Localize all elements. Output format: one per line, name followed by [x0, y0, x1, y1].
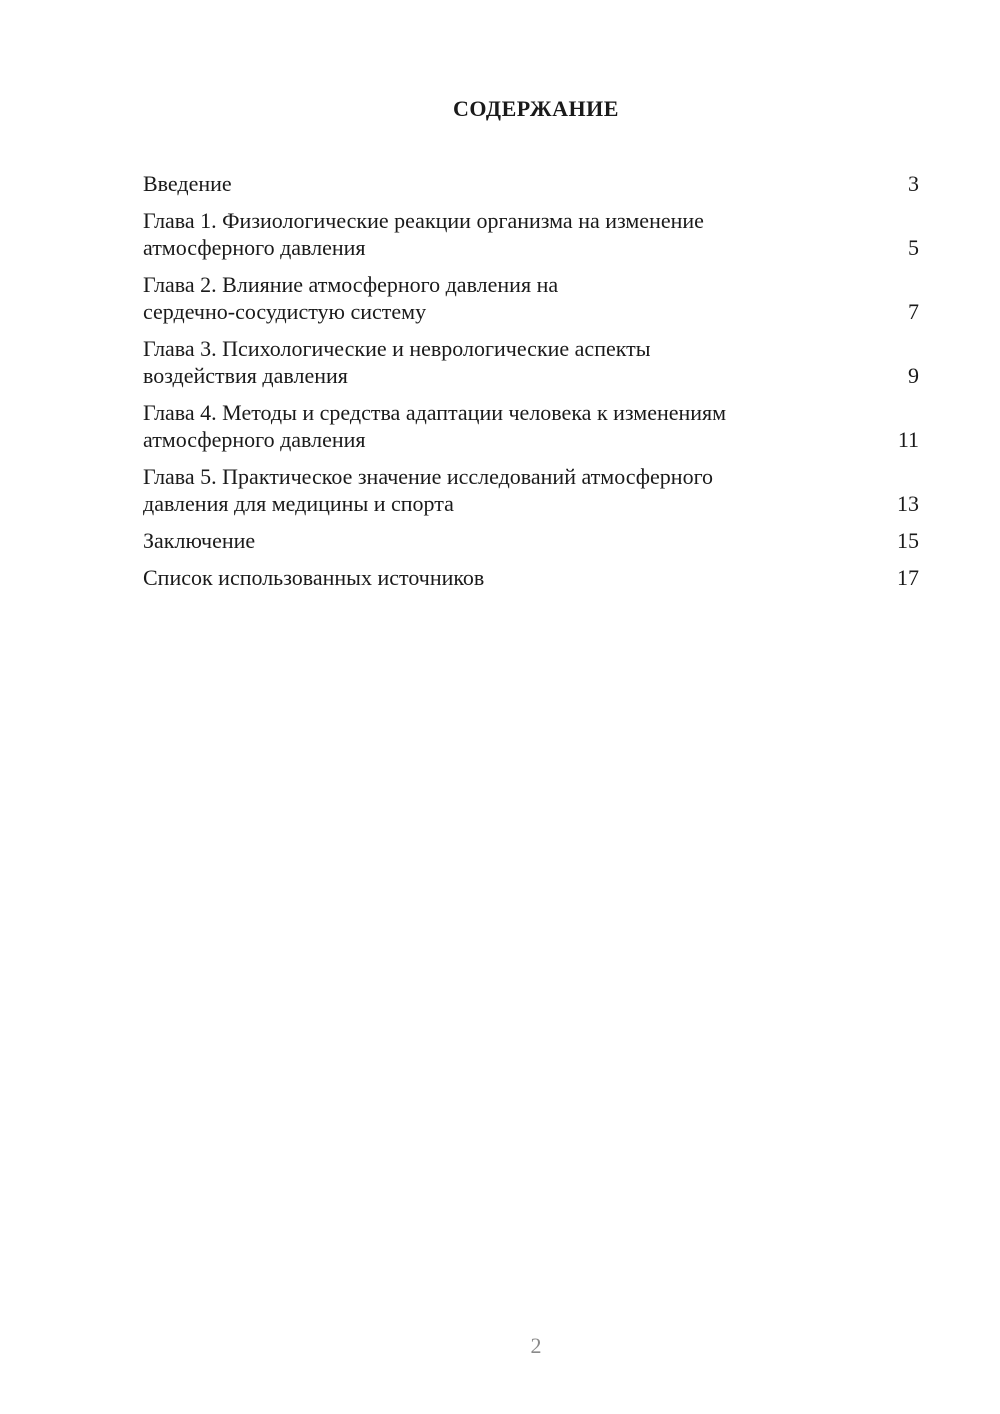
toc-entry-title — [143, 170, 919, 197]
toc-entry-title — [143, 463, 919, 517]
toc-entry-page: 13 — [897, 491, 919, 516]
page-number: 2 — [530, 1333, 542, 1358]
toc-entry-title — [143, 399, 919, 453]
toc-entry-title — [143, 527, 919, 554]
toc-entry-chapter-1 — [143, 207, 919, 261]
table-of-contents — [143, 170, 919, 601]
toc-entry-references — [143, 564, 919, 591]
toc-entry-line: сердечно-сосудистую систему — [143, 299, 427, 324]
toc-entry-line: атмосферного давления — [143, 427, 366, 452]
page-title: СОДЕРЖАНИЕ — [453, 96, 619, 121]
toc-entry-line: Глава 1. Физиологические реакции организма на изменение — [143, 208, 704, 233]
toc-entry-page: 9 — [908, 363, 919, 388]
toc-entry-line: воздействия давления — [143, 363, 348, 388]
toc-entry-line: Глава 2. Влияние атмосферного давления на — [143, 272, 559, 297]
toc-entry-page: 3 — [908, 171, 919, 196]
toc-entry-line: Глава 3. Психологические и неврологические аспекты — [143, 336, 651, 361]
toc-entry-title — [143, 564, 919, 591]
toc-entry-conclusion — [143, 527, 919, 554]
toc-entry-page: 7 — [908, 299, 919, 324]
toc-entry-introduction — [143, 170, 919, 197]
toc-entry-chapter-5 — [143, 463, 919, 517]
toc-entry-line: атмосферного давления — [143, 235, 366, 260]
toc-entry-chapter-2 — [143, 271, 919, 325]
toc-entry-line: Список использованных источников — [143, 565, 485, 590]
toc-entry-line: Глава 5. Практическое значение исследований атмосферного — [143, 464, 714, 489]
toc-entry-page: 11 — [897, 427, 919, 452]
toc-entry-title — [143, 207, 919, 261]
toc-entry-page: 15 — [897, 528, 919, 553]
toc-entry-title — [143, 271, 919, 325]
toc-entry-line: Глава 4. Методы и средства адаптации человека к изменениям — [143, 400, 727, 425]
toc-entry-title — [143, 335, 919, 389]
toc-entry-line: Введение — [143, 171, 232, 196]
toc-entry-chapter-3 — [143, 335, 919, 389]
toc-entry-page: 5 — [908, 235, 919, 260]
toc-entry-page: 17 — [897, 565, 919, 590]
toc-entry-line: Заключение — [143, 528, 256, 553]
toc-entry-line: давления для медицины и спорта — [143, 491, 454, 516]
toc-entry-chapter-4 — [143, 399, 919, 453]
